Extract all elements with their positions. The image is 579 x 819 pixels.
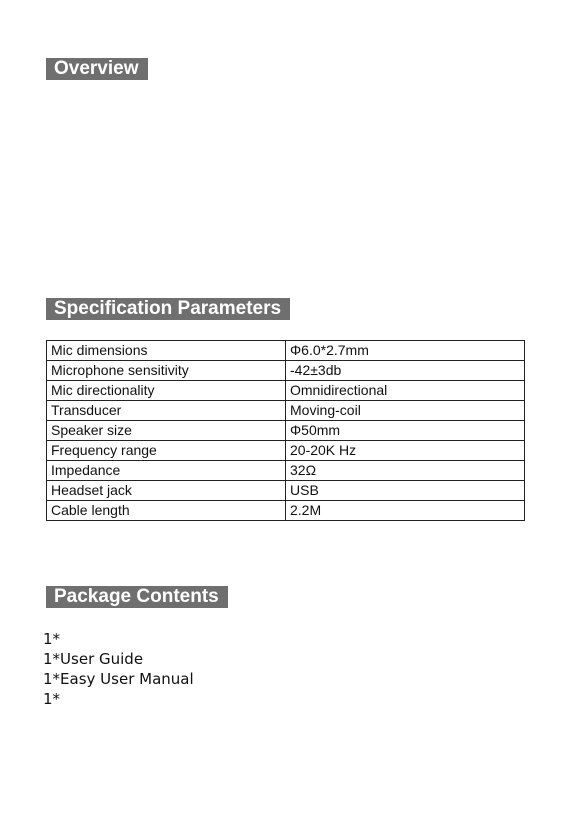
spec-param-cell: Cable length xyxy=(47,501,286,521)
spec-value-cell: Φ6.0*2.7mm xyxy=(286,341,525,361)
spec-value-cell: USB xyxy=(286,481,525,501)
spec-value-cell: 2.2M xyxy=(286,501,525,521)
spec-param-cell: Transducer xyxy=(47,401,286,421)
list-item: 1*User Guide xyxy=(43,650,144,668)
spec-value-cell: Φ50mm xyxy=(286,421,525,441)
spec-param-cell: Mic directionality xyxy=(47,381,286,401)
spec-param-cell: Mic dimensions xyxy=(47,341,286,361)
table-row xyxy=(47,401,525,421)
specification-heading: Specification Parameters xyxy=(46,298,290,320)
table-row xyxy=(47,421,525,441)
table-row xyxy=(47,481,525,501)
table-row xyxy=(47,381,525,401)
table-row xyxy=(47,341,525,361)
spec-value-cell: 32Ω xyxy=(286,461,525,481)
specification-table xyxy=(46,340,525,521)
package-contents-list xyxy=(43,629,194,709)
table-row xyxy=(47,501,525,521)
table-row xyxy=(47,461,525,481)
spec-param-cell: Speaker size xyxy=(47,421,286,441)
list-item: 1* xyxy=(43,630,61,648)
spec-param-cell: Microphone sensitivity xyxy=(47,361,286,381)
overview-heading: Overview xyxy=(46,58,148,80)
spec-param-cell: Headset jack xyxy=(47,481,286,501)
table-row xyxy=(47,441,525,461)
list-item: 1* xyxy=(43,690,61,708)
spec-param-cell: Frequency range xyxy=(47,441,286,461)
spec-value-cell: -42±3db xyxy=(286,361,525,381)
list-item: 1*Easy User Manual xyxy=(43,670,194,688)
package-contents-heading: Package Contents xyxy=(46,586,228,608)
spec-value-cell: Moving-coil xyxy=(286,401,525,421)
table-row xyxy=(47,361,525,381)
spec-value-cell: Omnidirectional xyxy=(286,381,525,401)
spec-value-cell: 20-20K Hz xyxy=(286,441,525,461)
spec-param-cell: Impedance xyxy=(47,461,286,481)
